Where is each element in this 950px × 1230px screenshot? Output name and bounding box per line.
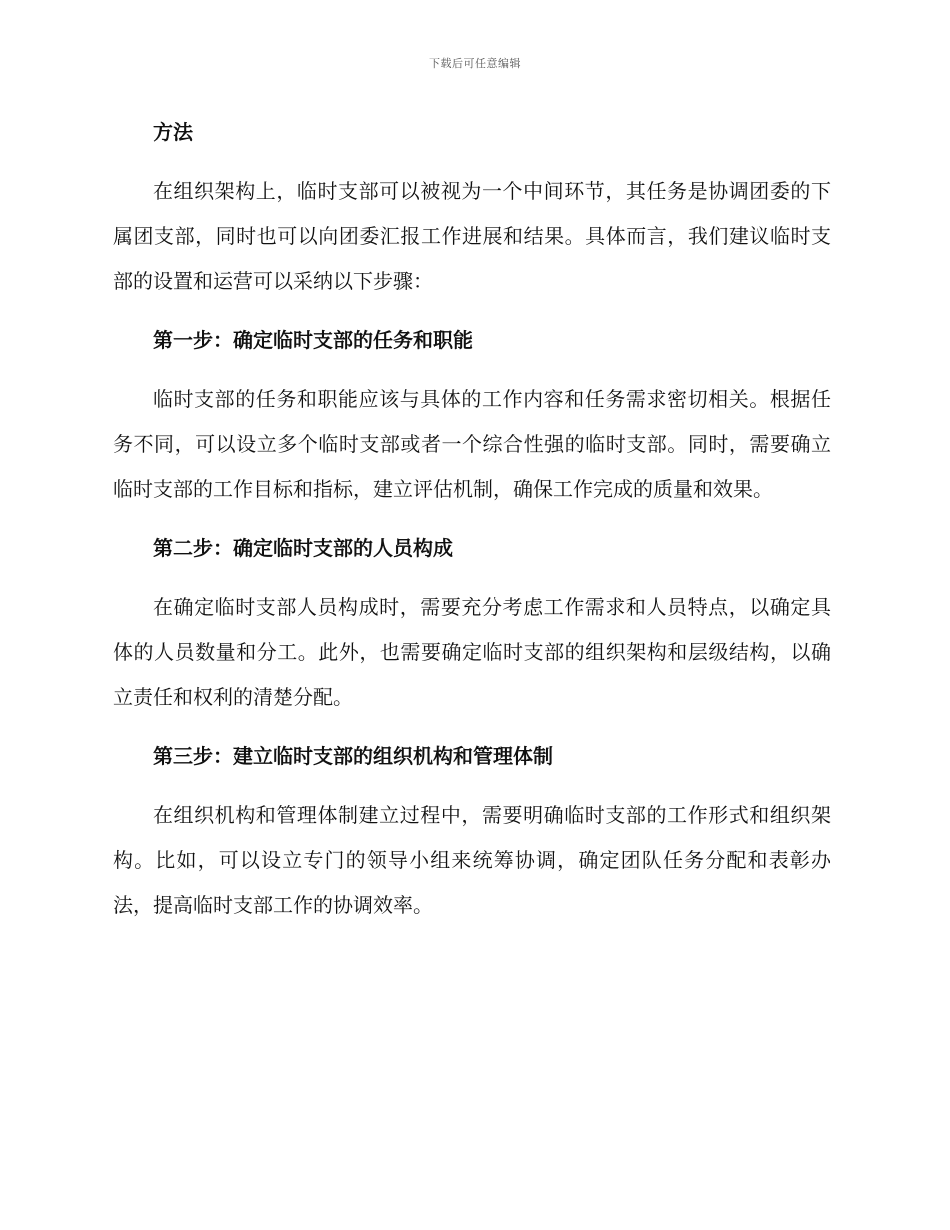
document-body [113,110,831,942]
header-note: 下载后可任意编辑 [429,57,521,70]
step-1-title: 第一步：确定临时支部的任务和职能 [153,328,473,352]
step-1-body: 临时支部的任务和职能应该与具体的工作内容和任务需求密切相关。根据任务不同，可以设立多个临时支部或者一个综合性强的临时支部。同时，需要确立临时支部的工作目标和指标，建立评估机制，确保工作完成的质量和效果。 [113,387,831,501]
section-title: 方法 [153,120,193,144]
step-2-body: 在确定临时支部人员构成时，需要充分考虑工作需求和人员特点，以确定具体的人员数量和分工。此外，也需要确定临时支部的组织架构和层级结构，以确立责任和权利的清楚分配。 [113,595,831,709]
step-3-body: 在组织机构和管理体制建立过程中，需要明确临时支部的工作形式和组织架构。比如，可以设立专门的领导小组来统筹协调，确定团队任务分配和表彰办法，提高临时支部工作的协调效率。 [113,803,831,917]
step-2-title: 第二步：确定临时支部的人员构成 [153,536,453,560]
step-3-title: 第三步：建立临时支部的组织机构和管理体制 [153,744,553,768]
intro-paragraph: 在组织架构上，临时支部可以被视为一个中间环节，其任务是协调团委的下属团支部，同时也可以向团委汇报工作进展和结果。具体而言，我们建议临时支部的设置和运营可以采纳以下步骤： [113,179,831,293]
